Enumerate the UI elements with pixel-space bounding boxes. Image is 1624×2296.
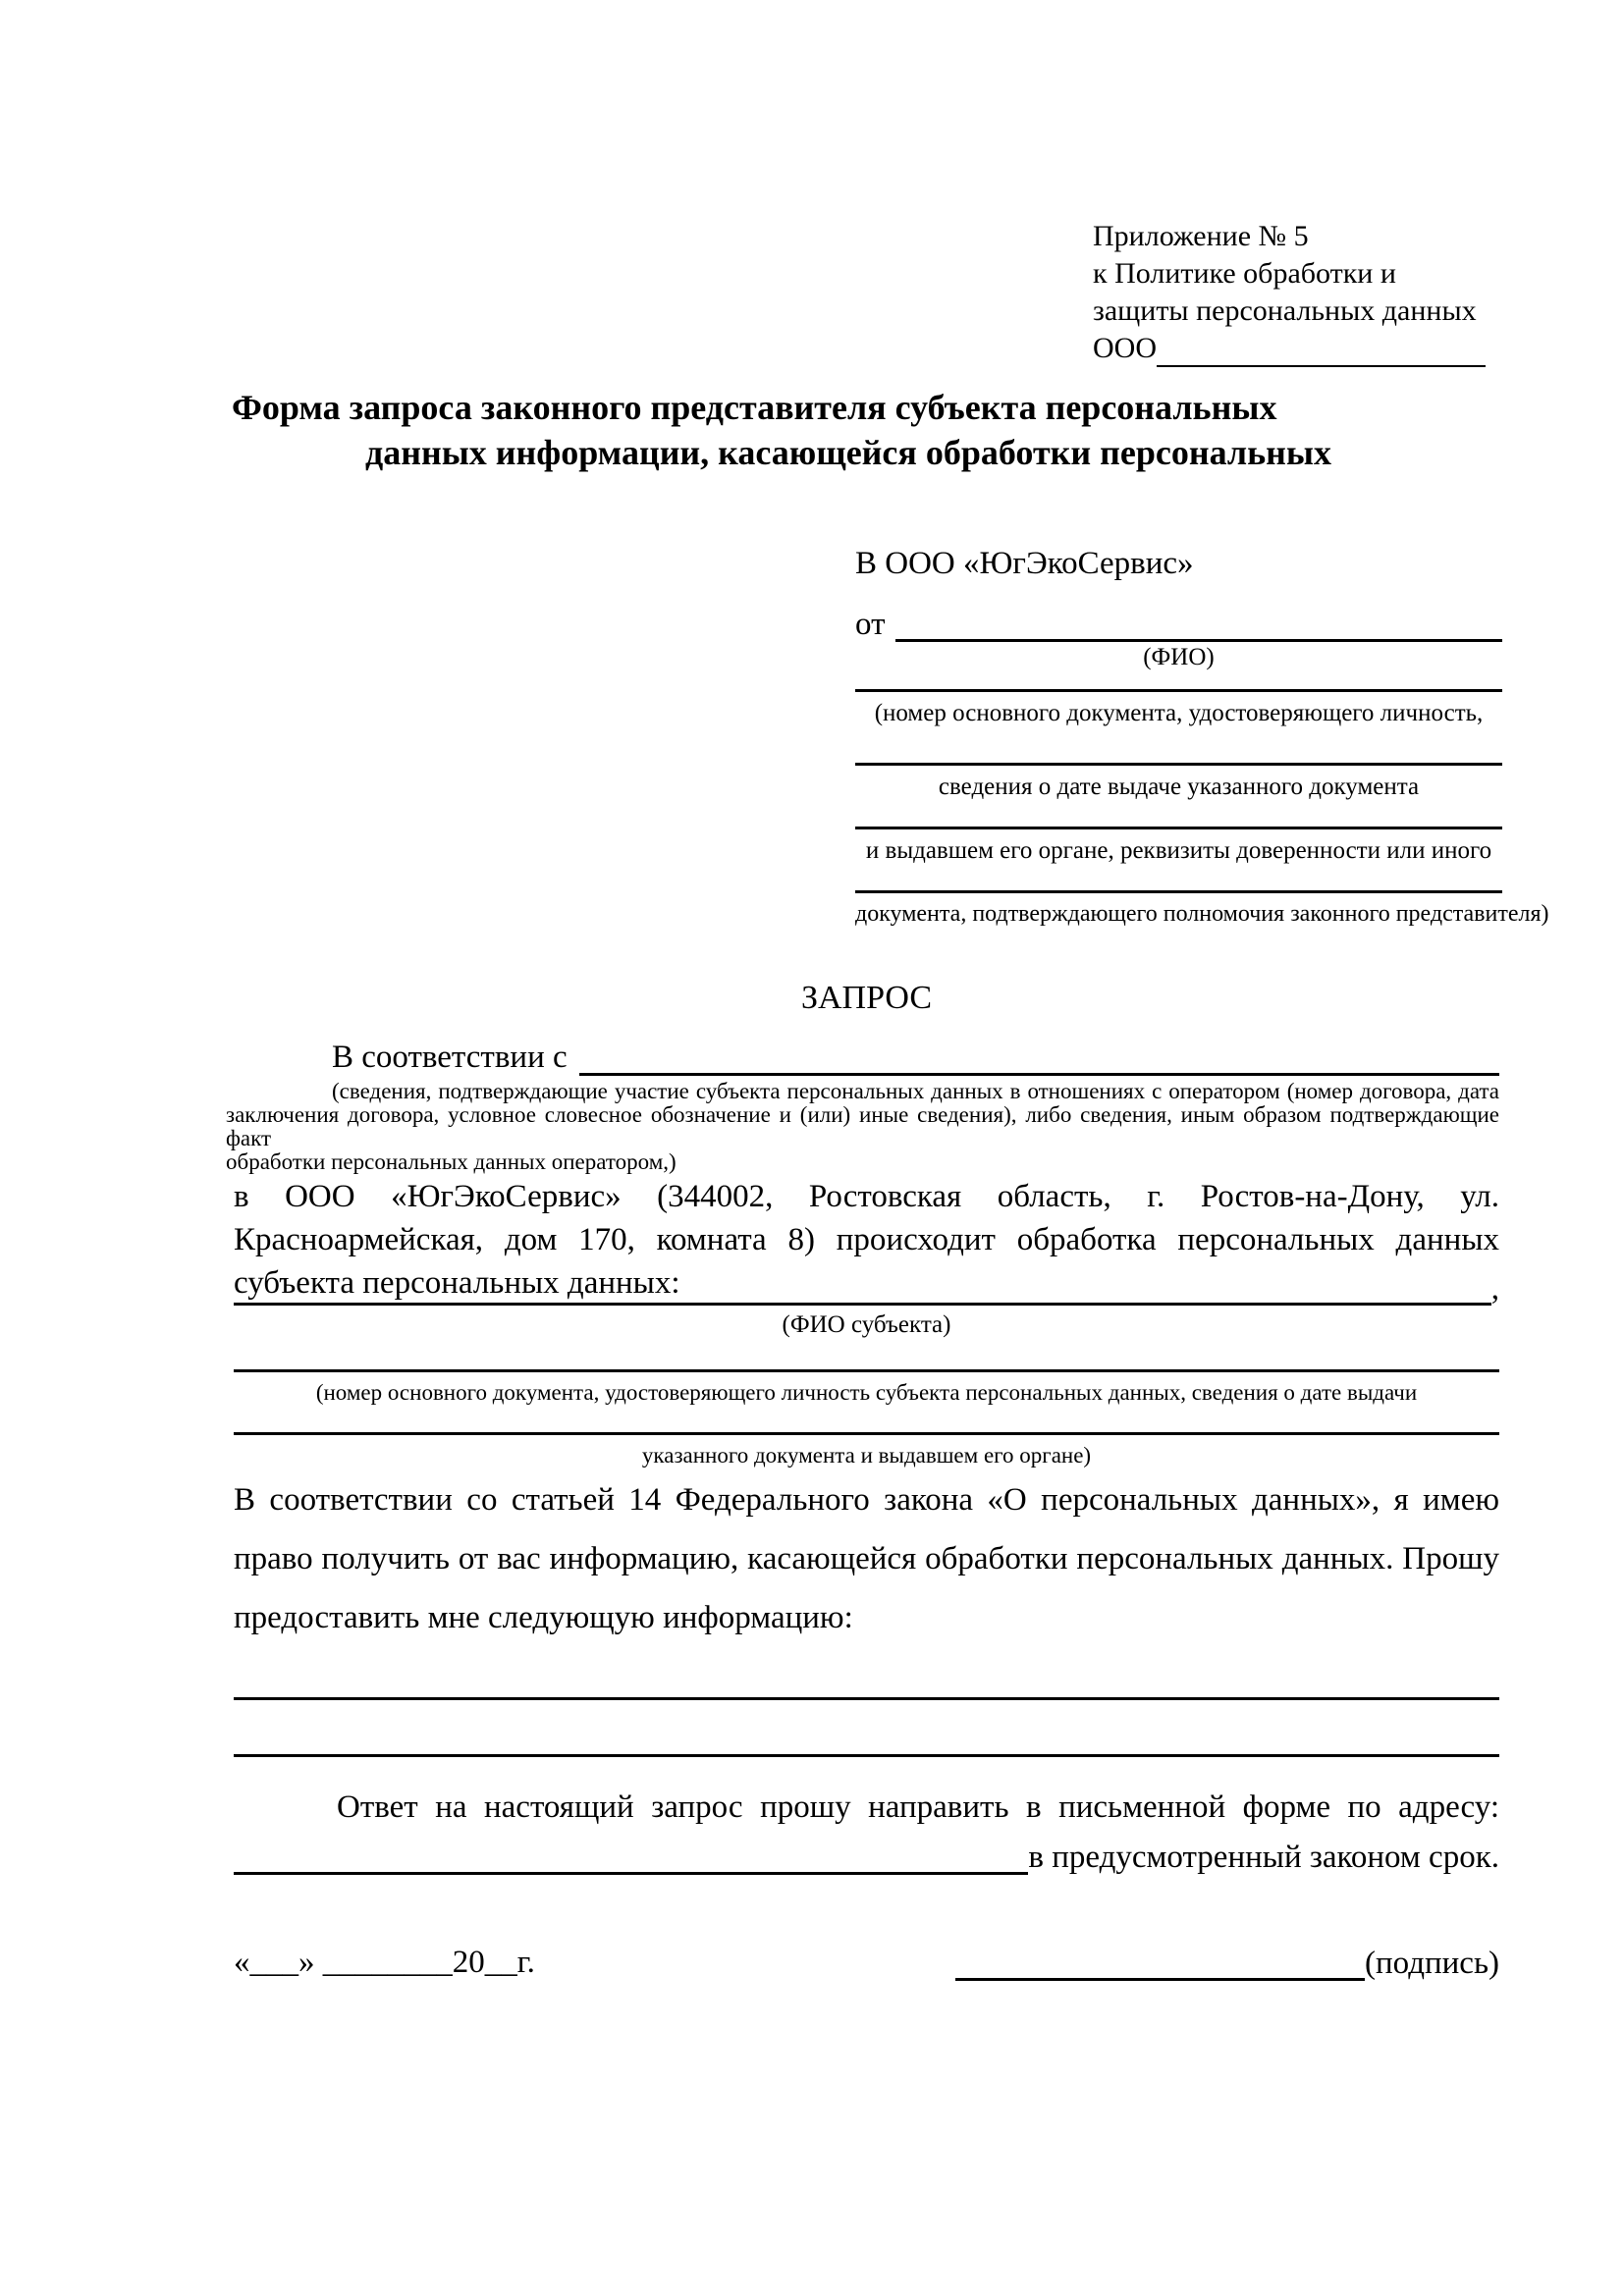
operator-line-2: Красноармейская, дом 170, комната 8) происходит обработка персональных данных [234,1222,1499,1257]
from-row [855,599,1502,642]
rights-paragraph [234,1470,1499,1647]
title-line-2: данных информации, касающейся обработки персональных [365,433,1331,472]
request-heading: ЗАПРОС [800,980,933,1016]
requested-info-blank-field-1 [234,1697,1499,1700]
subject-doc-blank-field-1 [234,1369,1499,1372]
date-blank-line: «___» ________20__г. [234,1945,535,1980]
appendix-line-3: защиты персональных данных [1093,294,1477,327]
subject-fio-row [234,1264,1499,1306]
subject-comma: , [1490,1271,1499,1307]
appendix-org-line [1093,330,1505,367]
from-label: от [855,607,886,642]
subject-fio-blank-field [234,1261,1491,1306]
fio-caption: (ФИО) [1143,644,1215,670]
org-name-blank-field [1157,332,1486,367]
appendix-header [1093,218,1505,367]
representative-doc-blank-field-2 [855,763,1502,766]
footer-row [234,1945,1499,1981]
note-line-2: заключения договора, условное словесное обозначение и (или) иные сведения), либо сведения, иным образом подтверждающие факт [226,1102,1499,1150]
subject-doc-caption-2: указанного документа и выдавшем его органе) [641,1443,1092,1468]
rights-line-2: право получить от вас информацию, касающейся обработки персональных данных. Прошу [234,1541,1499,1576]
reply-address-row [234,1834,1499,1875]
org-prefix: ООО [1093,332,1157,364]
rights-line-3: предоставить мне следующую информацию: [234,1600,853,1635]
representative-fio-blank-field [895,596,1503,642]
representative-doc-caption-3: и выдавшем его органе, реквизиты доверенности или иного [865,837,1492,864]
representative-doc-caption-4: документа, подтверждающего полномочия законного представителя) [855,901,1549,927]
note-line-3: обработки персональных данных оператором,) [226,1149,677,1174]
operator-line-3: субъекта персональных данных: [234,1265,680,1301]
appendix-line-2: к Политике обработки и [1093,257,1396,290]
reply-line-1: Ответ на настоящий запрос прошу направить в письменной форме по адресу: [337,1789,1499,1825]
requested-info-blank-field-2 [234,1754,1499,1757]
subject-doc-caption-1: (номер основного документа, удостоверяющего личность субъекта персональных данных, сведения о дате выдачи [315,1380,1418,1405]
subject-doc-blank-field-2 [234,1432,1499,1435]
note-line-1: (сведения, подтверждающие участие субъекта персональных данных в отношениях с оператором (номер договора, дата [332,1079,1499,1103]
representative-doc-caption-2: сведения о дате выдаче указанного документа [938,774,1420,800]
appendix-line-1: Приложение № 5 [1093,220,1309,252]
signature-group [955,1945,1499,1981]
signature-caption: (подпись) [1365,1946,1499,1981]
title-line-1: Форма запроса законного представителя субъекта персональных [232,388,1277,427]
accordance-row [234,1035,1499,1076]
relationship-info-blank-field [579,1032,1499,1076]
relationship-note [226,1080,1499,1174]
addressee-block [855,546,1549,927]
reply-address-blank-field [234,1831,1028,1875]
subject-fio-caption: (ФИО субъекта) [782,1311,951,1338]
representative-doc-caption-1: (номер основного документа, удостоверяющего личность, [874,700,1484,726]
signature-blank-field [955,1945,1365,1981]
document-title [232,385,1500,475]
operator-line-1: в ООО «ЮгЭкоСервис» (344002, Ростовская область, г. Ростов-на-Дону, ул. [234,1179,1499,1214]
addressee-to: В ООО «ЮгЭкоСервис» [855,546,1194,581]
reply-line-2-suffix: в предусмотренный законом срок. [1028,1840,1499,1875]
representative-doc-blank-field-1 [855,689,1502,692]
rights-line-1: В соответствии со статьей 14 Федерального закона «О персональных данных», я имею [234,1482,1499,1518]
accordance-lead: В соответствии с [332,1040,568,1075]
representative-doc-blank-field-4 [855,890,1502,893]
representative-doc-blank-field-3 [855,827,1502,829]
